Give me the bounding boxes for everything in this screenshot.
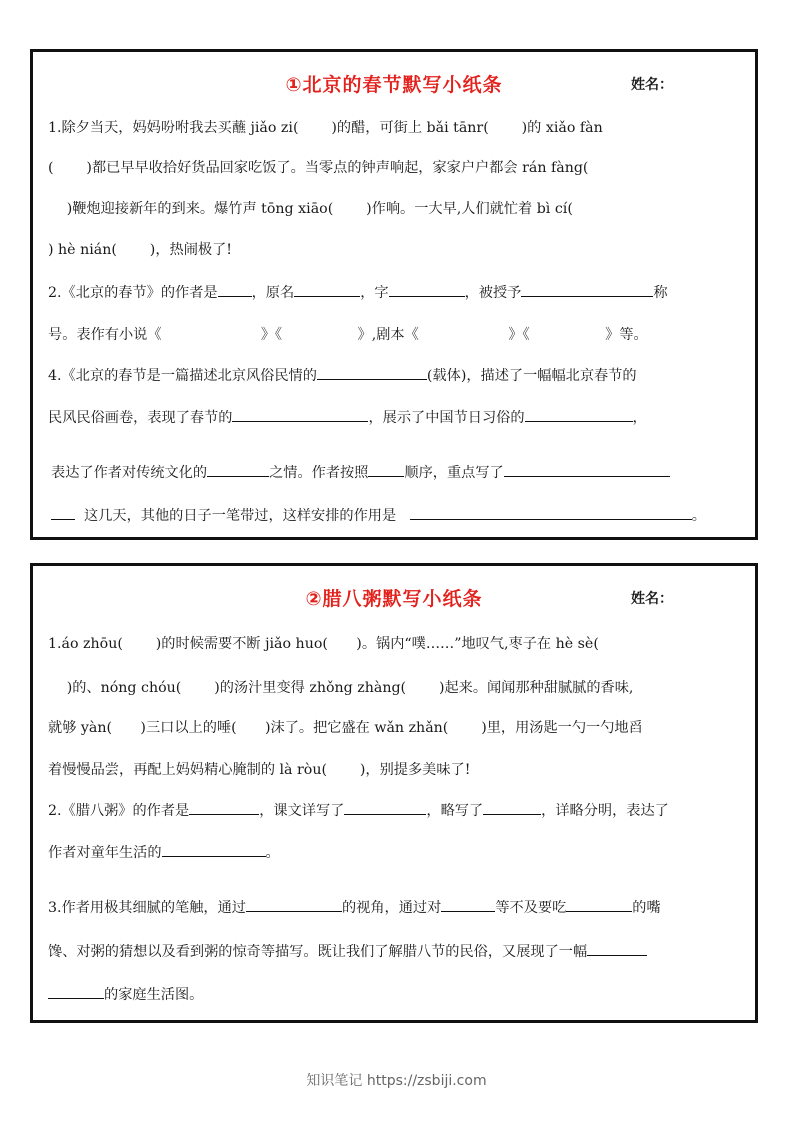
text: 顺序，重点写了 — [404, 465, 504, 481]
text: 。 — [691, 508, 706, 524]
text: (载体)，描述了一幅幅北京春节的 — [426, 368, 637, 384]
text: ，原名 — [251, 285, 295, 301]
text: 3.作者用极其细腻的笔触，通过 — [48, 900, 246, 916]
card1-q2-line2: 号。表作有小说《 》《 》,剧本《 》《 》等。 — [48, 327, 648, 343]
text: 这几天，其他的日子一笔带过，这样安排的作用是 — [84, 508, 397, 524]
text: 4.《北京的春节是一篇描述北京风俗民情的 — [48, 368, 317, 384]
card1-title: ①北京的春节默写小纸条 — [285, 74, 503, 96]
text: ，详略分明，表达了 — [541, 803, 669, 819]
card2-q1-line4: 着慢慢品尝，再配上妈妈精心腌制的 là ròu( )，别提多美味了! — [48, 762, 471, 778]
brief-blank — [483, 800, 541, 815]
text: 。 — [265, 845, 280, 861]
card2-name-label: 姓名： — [631, 591, 673, 607]
key-days-blank — [504, 462, 670, 477]
text: 2.《腊八粥》的作者是 — [48, 803, 190, 819]
perspective-blank — [246, 897, 342, 912]
card1-q4-line4 — [51, 505, 706, 525]
feeling-blank — [162, 842, 266, 857]
text: ，字 — [360, 285, 389, 301]
text: 馋、对粥的猜想以及看到粥的惊奇等描写。既让我们了解腊八节的民俗，又展现了一幅 — [48, 944, 588, 960]
custom-blank — [525, 407, 633, 422]
text: 2.《北京的春节》的作者是 — [48, 285, 218, 301]
emotion-blank — [207, 462, 269, 477]
card1-q4-line2 — [48, 407, 647, 427]
text: 称 — [653, 285, 668, 301]
text: ， — [632, 410, 647, 426]
text: 民风民俗画卷，表现了春节的 — [48, 410, 233, 426]
card2-q2-line2 — [48, 842, 280, 862]
picture-blank-cont — [48, 984, 104, 999]
text: ，展示了中国节日习俗的 — [368, 410, 525, 426]
card2-q2-line1 — [48, 800, 669, 820]
card1-q1-line2: ( )都已早早收拾好货品回家吃饭了。当零点的钟声响起，家家户户都会 rán fàng( — [48, 160, 589, 176]
card1-q1-line4: ) hè nián( )，热闹极了! — [48, 242, 232, 258]
text: 等不及要吃 — [495, 900, 567, 916]
text: 作者对童年生活的 — [48, 845, 162, 861]
card1-q4-line3 — [51, 462, 670, 482]
food-blank — [566, 897, 632, 912]
card2-q3-line3 — [48, 984, 203, 1004]
text: 表达了作者对传统文化的 — [51, 465, 208, 481]
picture-blank — [587, 941, 647, 956]
card-beijing-spring-festival — [30, 49, 758, 540]
author-blank — [218, 282, 252, 297]
card1-q2-line1 — [48, 282, 668, 302]
card1-q1-line3: )鞭炮迎接新年的到来。爆竹声 tōng xiāo( )作响。一大早,人们就忙着 bì cí( — [48, 201, 573, 217]
text: 之情。作者按照 — [269, 465, 369, 481]
courtesy-name-blank — [389, 282, 465, 297]
card-laba-porridge — [30, 563, 758, 1023]
text: ，课文详写了 — [259, 803, 345, 819]
text: ，略写了 — [426, 803, 484, 819]
original-name-blank — [294, 282, 360, 297]
card2-q3-line1 — [48, 897, 661, 917]
card2-q3-line2 — [48, 941, 647, 961]
card1-name-label: 姓名： — [631, 77, 673, 93]
honor-blank — [521, 282, 653, 297]
purpose-blank — [410, 505, 692, 520]
detailed-blank — [344, 800, 426, 815]
author-blank — [189, 800, 259, 815]
card2-title: ②腊八粥默写小纸条 — [305, 588, 483, 610]
card2-q1-line3: 就够 yàn( )三口以上的唾( )沫了。把它盛在 wǎn zhǎn( )里，用汤匙一勺一勺地舀 — [48, 720, 643, 736]
card2-q1-line1: 1.áo zhōu( )的时候需要不断 jiǎo huo( )。锅内“噗……”地叹气,枣子在 hè sè( — [48, 636, 599, 652]
card1-q4-line1 — [48, 365, 637, 385]
text: 的嘴 — [632, 900, 661, 916]
carrier-blank — [317, 365, 427, 380]
text: ，被授予 — [464, 285, 522, 301]
card2-q1-line2: )的、nóng chóu( )的汤汁里变得 zhǒng zhàng( )起来。闻闻那种甜腻腻的香味, — [48, 680, 634, 696]
person-blank — [441, 897, 495, 912]
card1-q1-line1: 1.除夕当天，妈妈吩咐我去买蘸 jiǎo zi( )的醋，可街上 bǎi tānr( )的 xiǎo fàn — [48, 120, 603, 136]
order-blank — [368, 462, 404, 477]
text: 的家庭生活图。 — [104, 987, 204, 1003]
text: 的视角，通过对 — [341, 900, 442, 916]
festival-blank — [232, 407, 368, 422]
footer-watermark: 知识笔记 https://zsbiji.com — [306, 1073, 487, 1089]
key-days-blank-cont — [51, 505, 75, 520]
